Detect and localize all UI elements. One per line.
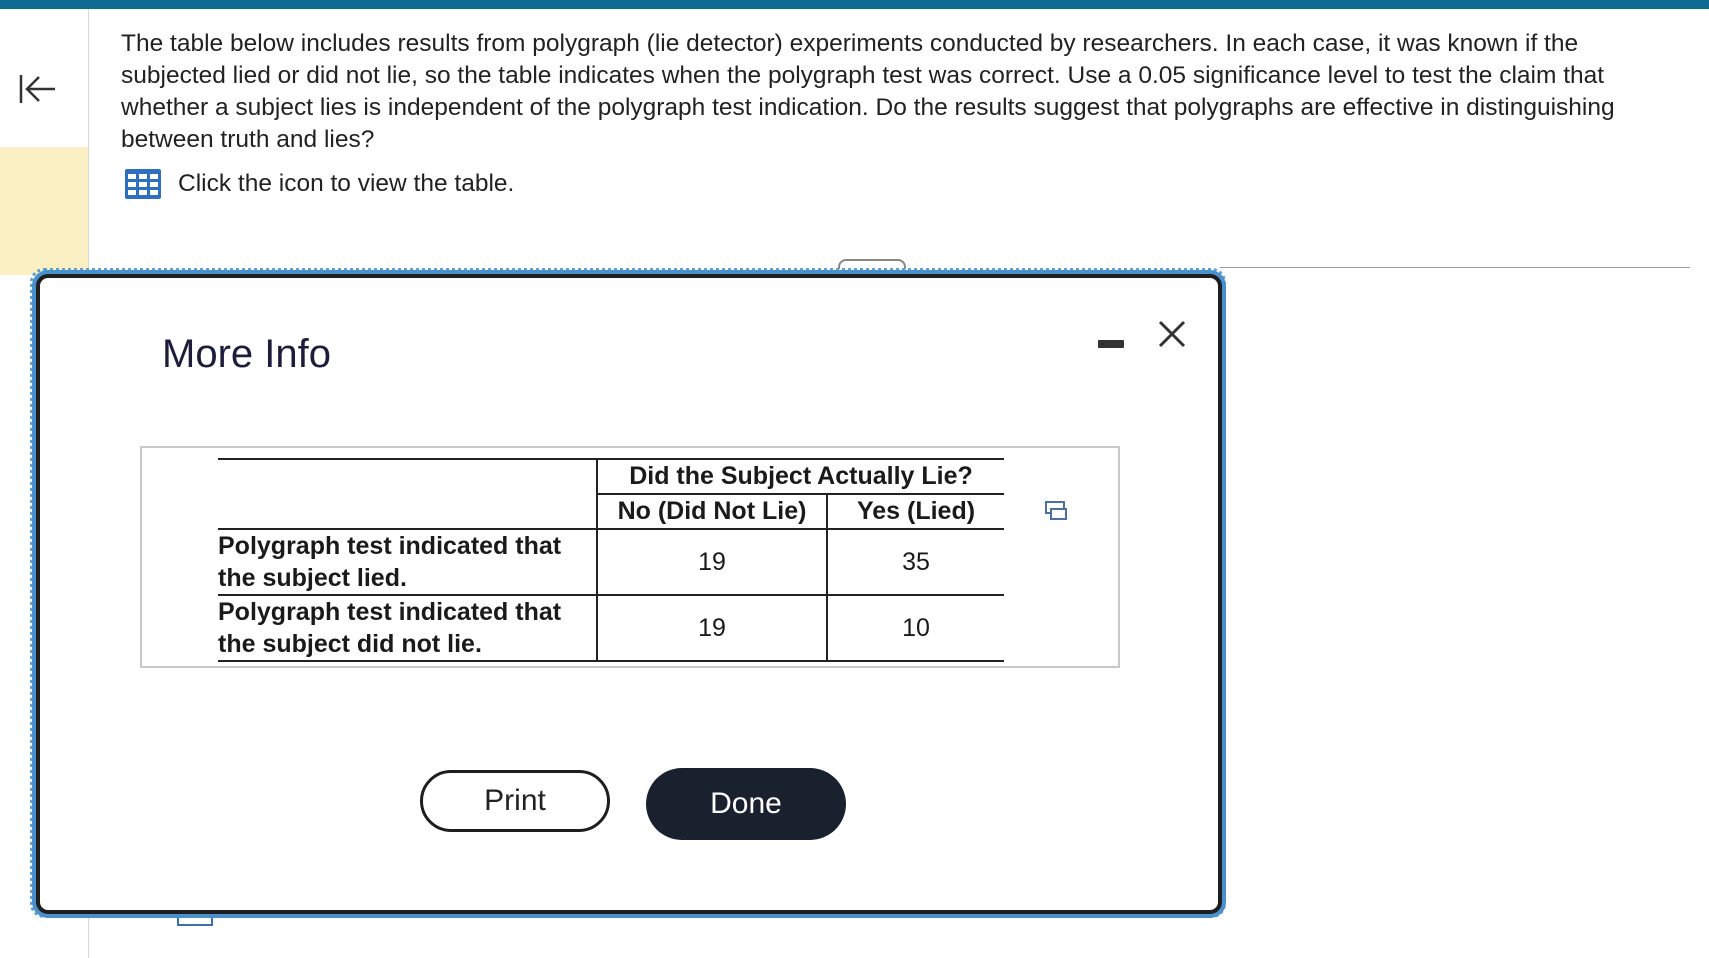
header-corner [218,459,597,494]
view-table-line [124,168,514,200]
minimize-icon [1098,340,1124,348]
column-header-yes: Yes (Lied) [827,494,1004,529]
print-button[interactable]: Print [420,770,610,832]
top-accent-bar [0,0,1709,9]
subheader-corner [218,494,597,529]
row-label-indicated-not-lied: Polygraph test indicated that the subject did not lie. [218,595,597,661]
cell-lied-no: 19 [597,529,827,595]
row-label-indicated-lied: Polygraph test indicated that the subject lied. [218,529,597,595]
table-container [140,446,1120,668]
done-button[interactable]: Done [646,768,846,840]
table-grid-icon[interactable] [124,168,162,200]
table-header-row [218,459,1004,494]
more-info-dialog [36,274,1222,914]
back-arrow-icon [17,72,57,106]
dialog-title: More Info [162,332,331,376]
minimize-button[interactable] [1094,318,1128,352]
collapse-back-button[interactable] [14,69,60,109]
copy-table-icon[interactable] [1044,500,1068,522]
table-subheader-row [218,494,1004,529]
view-table-prompt: Click the icon to view the table. [178,170,515,197]
cell-notlied-yes: 10 [827,595,1004,661]
table-row [218,529,1004,595]
close-button[interactable] [1152,314,1192,354]
close-icon [1152,314,1192,354]
table-row [218,595,1004,661]
question-text: The table below includes results from polygraph (lie detector) experiments conducted by researchers. In each case, it was known if the subjected lied or did not lie, so the table indicates when the polygraph test was correct. Use a 0.05 significance level to test the claim that whether a subject lies is independent of the polygraph test indication. Do the results suggest that polygraphs are effective in distinguishing between truth and lies? [121,30,1615,153]
group-header: Did the Subject Actually Lie? [597,459,1004,494]
cell-notlied-no: 19 [597,595,827,661]
current-question-highlight [0,147,88,275]
column-header-no: No (Did Not Lie) [597,494,827,529]
cell-lied-yes: 35 [827,529,1004,595]
contingency-table [218,458,1004,662]
section-divider [1220,267,1690,268]
